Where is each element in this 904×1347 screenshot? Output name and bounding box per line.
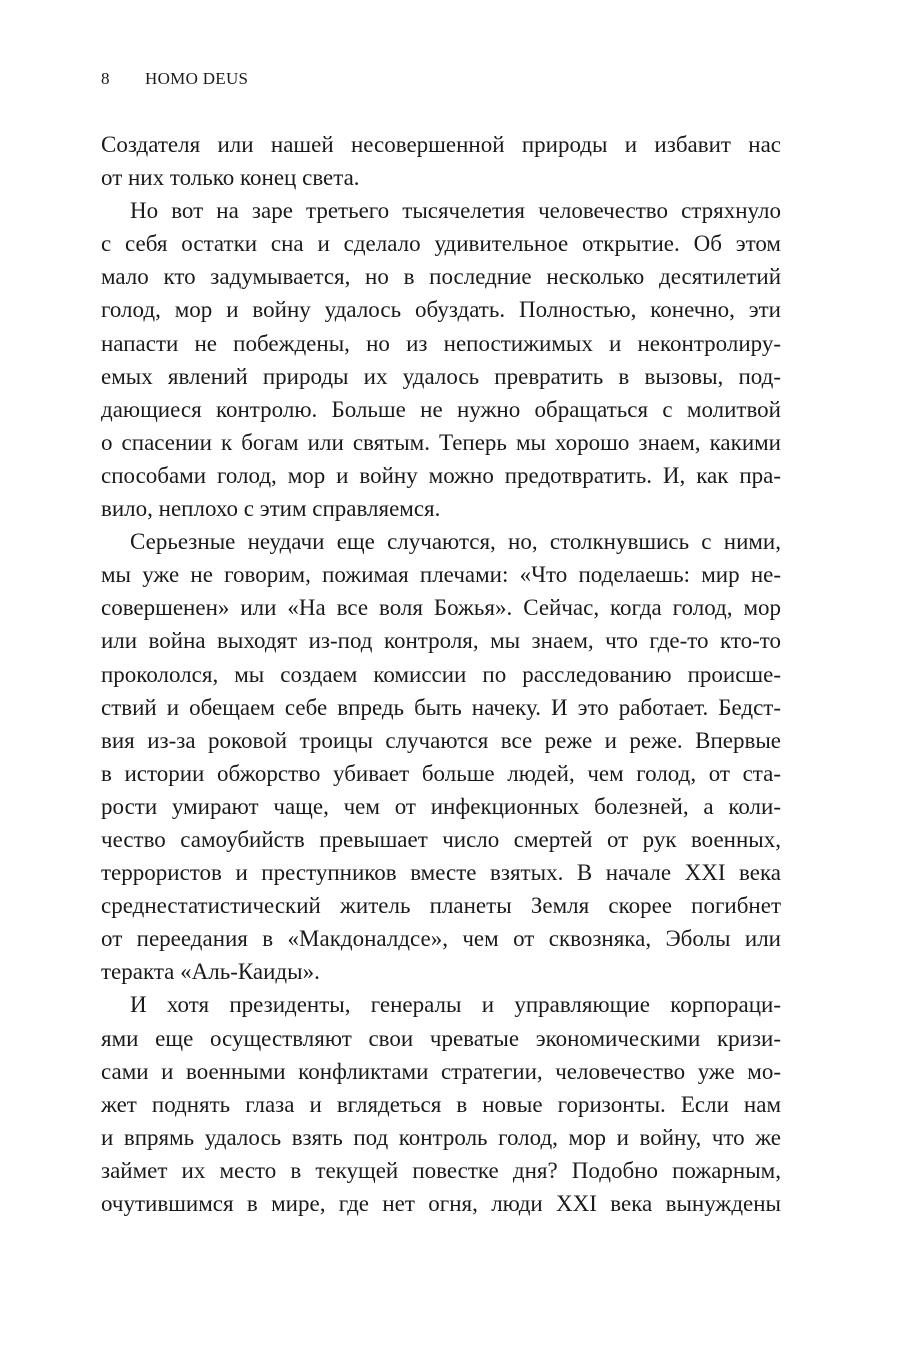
text-line: голод, мор и войну удалось обуздать. Полностью, конечно, эти bbox=[101, 297, 781, 323]
text-line: напасти не побеждены, но из непостижимых и неконтролиру- bbox=[101, 330, 781, 356]
body-text bbox=[101, 128, 781, 1220]
text-line: сами и военными конфликтами стратегии, человечество уже мо- bbox=[101, 1058, 781, 1084]
paragraph bbox=[101, 988, 781, 1220]
text-line: мы уже не говорим, пожимая плечами: «Что поделаешь: мир не- bbox=[101, 562, 781, 588]
running-head bbox=[101, 66, 248, 92]
text-line: жет поднять глаза и вглядеться в новые горизонты. Если нам bbox=[101, 1091, 781, 1117]
book-title: HOMO DEUS bbox=[145, 69, 249, 88]
text-line: Но вот на заре третьего тысячелетия человечество стряхнуло bbox=[130, 198, 781, 224]
text-line: прокололся, мы создаем комиссии по расследованию происше- bbox=[101, 661, 781, 687]
text-line: среднестатистический житель планеты Земля скорее погибнет bbox=[101, 893, 781, 919]
text-line: вило, неплохо с этим справляемся. bbox=[101, 496, 441, 522]
text-line: займет их место в текущей повестке дня? Подобно пожарным, bbox=[101, 1157, 781, 1183]
text-line: емых явлений природы их удалось превратить в вызовы, под- bbox=[101, 363, 781, 389]
page-number: 8 bbox=[101, 69, 110, 88]
text-line: террористов и преступников вместе взятых. В начале XXI века bbox=[101, 860, 781, 886]
text-line: ствий и обещаем себе впредь быть начеку. И это работает. Бедст- bbox=[101, 694, 781, 720]
text-line: от них только конец света. bbox=[101, 165, 360, 191]
text-line: рости умирают чаще, чем от инфекционных болезней, а коли- bbox=[101, 793, 781, 819]
text-line: с себя остатки сна и сделало удивительное открытие. Об этом bbox=[101, 231, 781, 257]
text-line: Серьезные неудачи еще случаются, но, столкнувшись с ними, bbox=[130, 529, 781, 555]
text-line: о спасении к богам или святым. Теперь мы хорошо знаем, какими bbox=[101, 429, 781, 455]
text-line: мало кто задумывается, но в последние несколько десятилетий bbox=[101, 264, 781, 290]
text-line: способами голод, мор и войну можно предотвратить. И, как пра- bbox=[101, 462, 781, 488]
text-line: дающиеся контролю. Больше не нужно обращаться с молитвой bbox=[101, 396, 781, 422]
text-line: И хотя президенты, генералы и управляющие корпораци- bbox=[130, 992, 781, 1018]
text-line: в истории обжорство убивает больше людей, чем голод, от ста- bbox=[101, 760, 781, 786]
paragraph bbox=[101, 128, 781, 194]
text-line: вия из-за роковой троицы случаются все реже и реже. Впервые bbox=[101, 727, 781, 753]
text-line: чество самоубийств превышает число смертей от рук военных, bbox=[101, 826, 781, 852]
text-line: от переедания в «Макдоналдсе», чем от сквозняка, Эболы или bbox=[101, 926, 781, 952]
text-line: совершенен» или «На все воля Божья». Сейчас, когда голод, мор bbox=[101, 595, 781, 621]
paragraph bbox=[101, 525, 781, 988]
paragraph bbox=[101, 194, 781, 525]
text-line: теракта «Аль-Каиды». bbox=[101, 959, 320, 985]
text-line: очутившимся в мире, где нет огня, люди XXI века вынуждены bbox=[101, 1191, 781, 1216]
text-line: Создателя или нашей несовершенной природы и избавит нас bbox=[101, 132, 781, 157]
text-line: ями еще осуществляют свои чреватые экономическими кризи- bbox=[101, 1025, 781, 1051]
text-line: и впрямь удалось взять под контроль голод, мор и войну, что же bbox=[101, 1124, 781, 1150]
text-line: или война выходят из-под контроля, мы знаем, что где-то кто-то bbox=[101, 628, 781, 654]
